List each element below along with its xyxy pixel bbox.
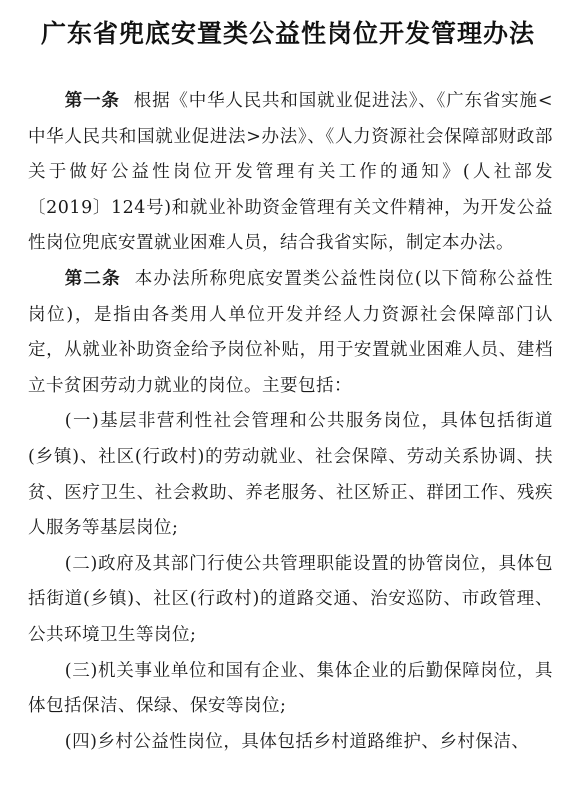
article-1-text: 根据《中华人民共和国就业促进法》、《广东省实施<中华人民共和国就业促进法>办法》、《人力资源社会保障部财政部关于做好公益性岗位开发管理有关工作的通知》(人社部发〔2019〕124号)和就业补助资金管理有关文件精神，为开发公益性岗位兜底安置就业困难人员，结合我省实际，制定本办法。 — [28, 91, 553, 254]
list-item-1: (一)基层非营利性社会管理和公共服务岗位，具体包括街道(乡镇)、社区(行政村)的劳动就业、社会保障、劳动关系协调、扶贫、医疗卫生、社会救助、养老服务、社区矫正、群团工作、残疾人服务等基层岗位; — [28, 411, 553, 539]
article-2 — [28, 262, 553, 404]
list-item-3: (三)机关事业单位和国有企业、集体企业的后勤保障岗位，具体包括保洁、保绿、保安等岗位; — [28, 660, 553, 717]
document-title: 广东省兜底安置类公益性岗位开发管理办法 — [40, 19, 535, 48]
list-item-4: (四)乡村公益性岗位，具体包括乡村道路维护、乡村保洁、 — [64, 731, 530, 752]
article-1-label: 第一条 — [64, 91, 120, 111]
document-body — [28, 84, 553, 760]
article-2-text: 本办法所称兜底安置类公益性岗位(以下简称公益性岗位)，是指由各类用人单位开发并经人力资源社会保障部门认定，从就业补助资金给予岗位补贴，用于安置就业困难人员、建档立卡贫困劳动力就业的岗位。主要包括： — [28, 268, 553, 396]
article-1 — [28, 84, 553, 262]
list-item-2: (二)政府及其部门行使公共管理职能设置的协管岗位，具体包括街道(乡镇)、社区(行政村)的道路交通、治安巡防、市政管理、公共环境卫生等岗位; — [28, 553, 553, 645]
article-2-label: 第二条 — [64, 268, 121, 289]
